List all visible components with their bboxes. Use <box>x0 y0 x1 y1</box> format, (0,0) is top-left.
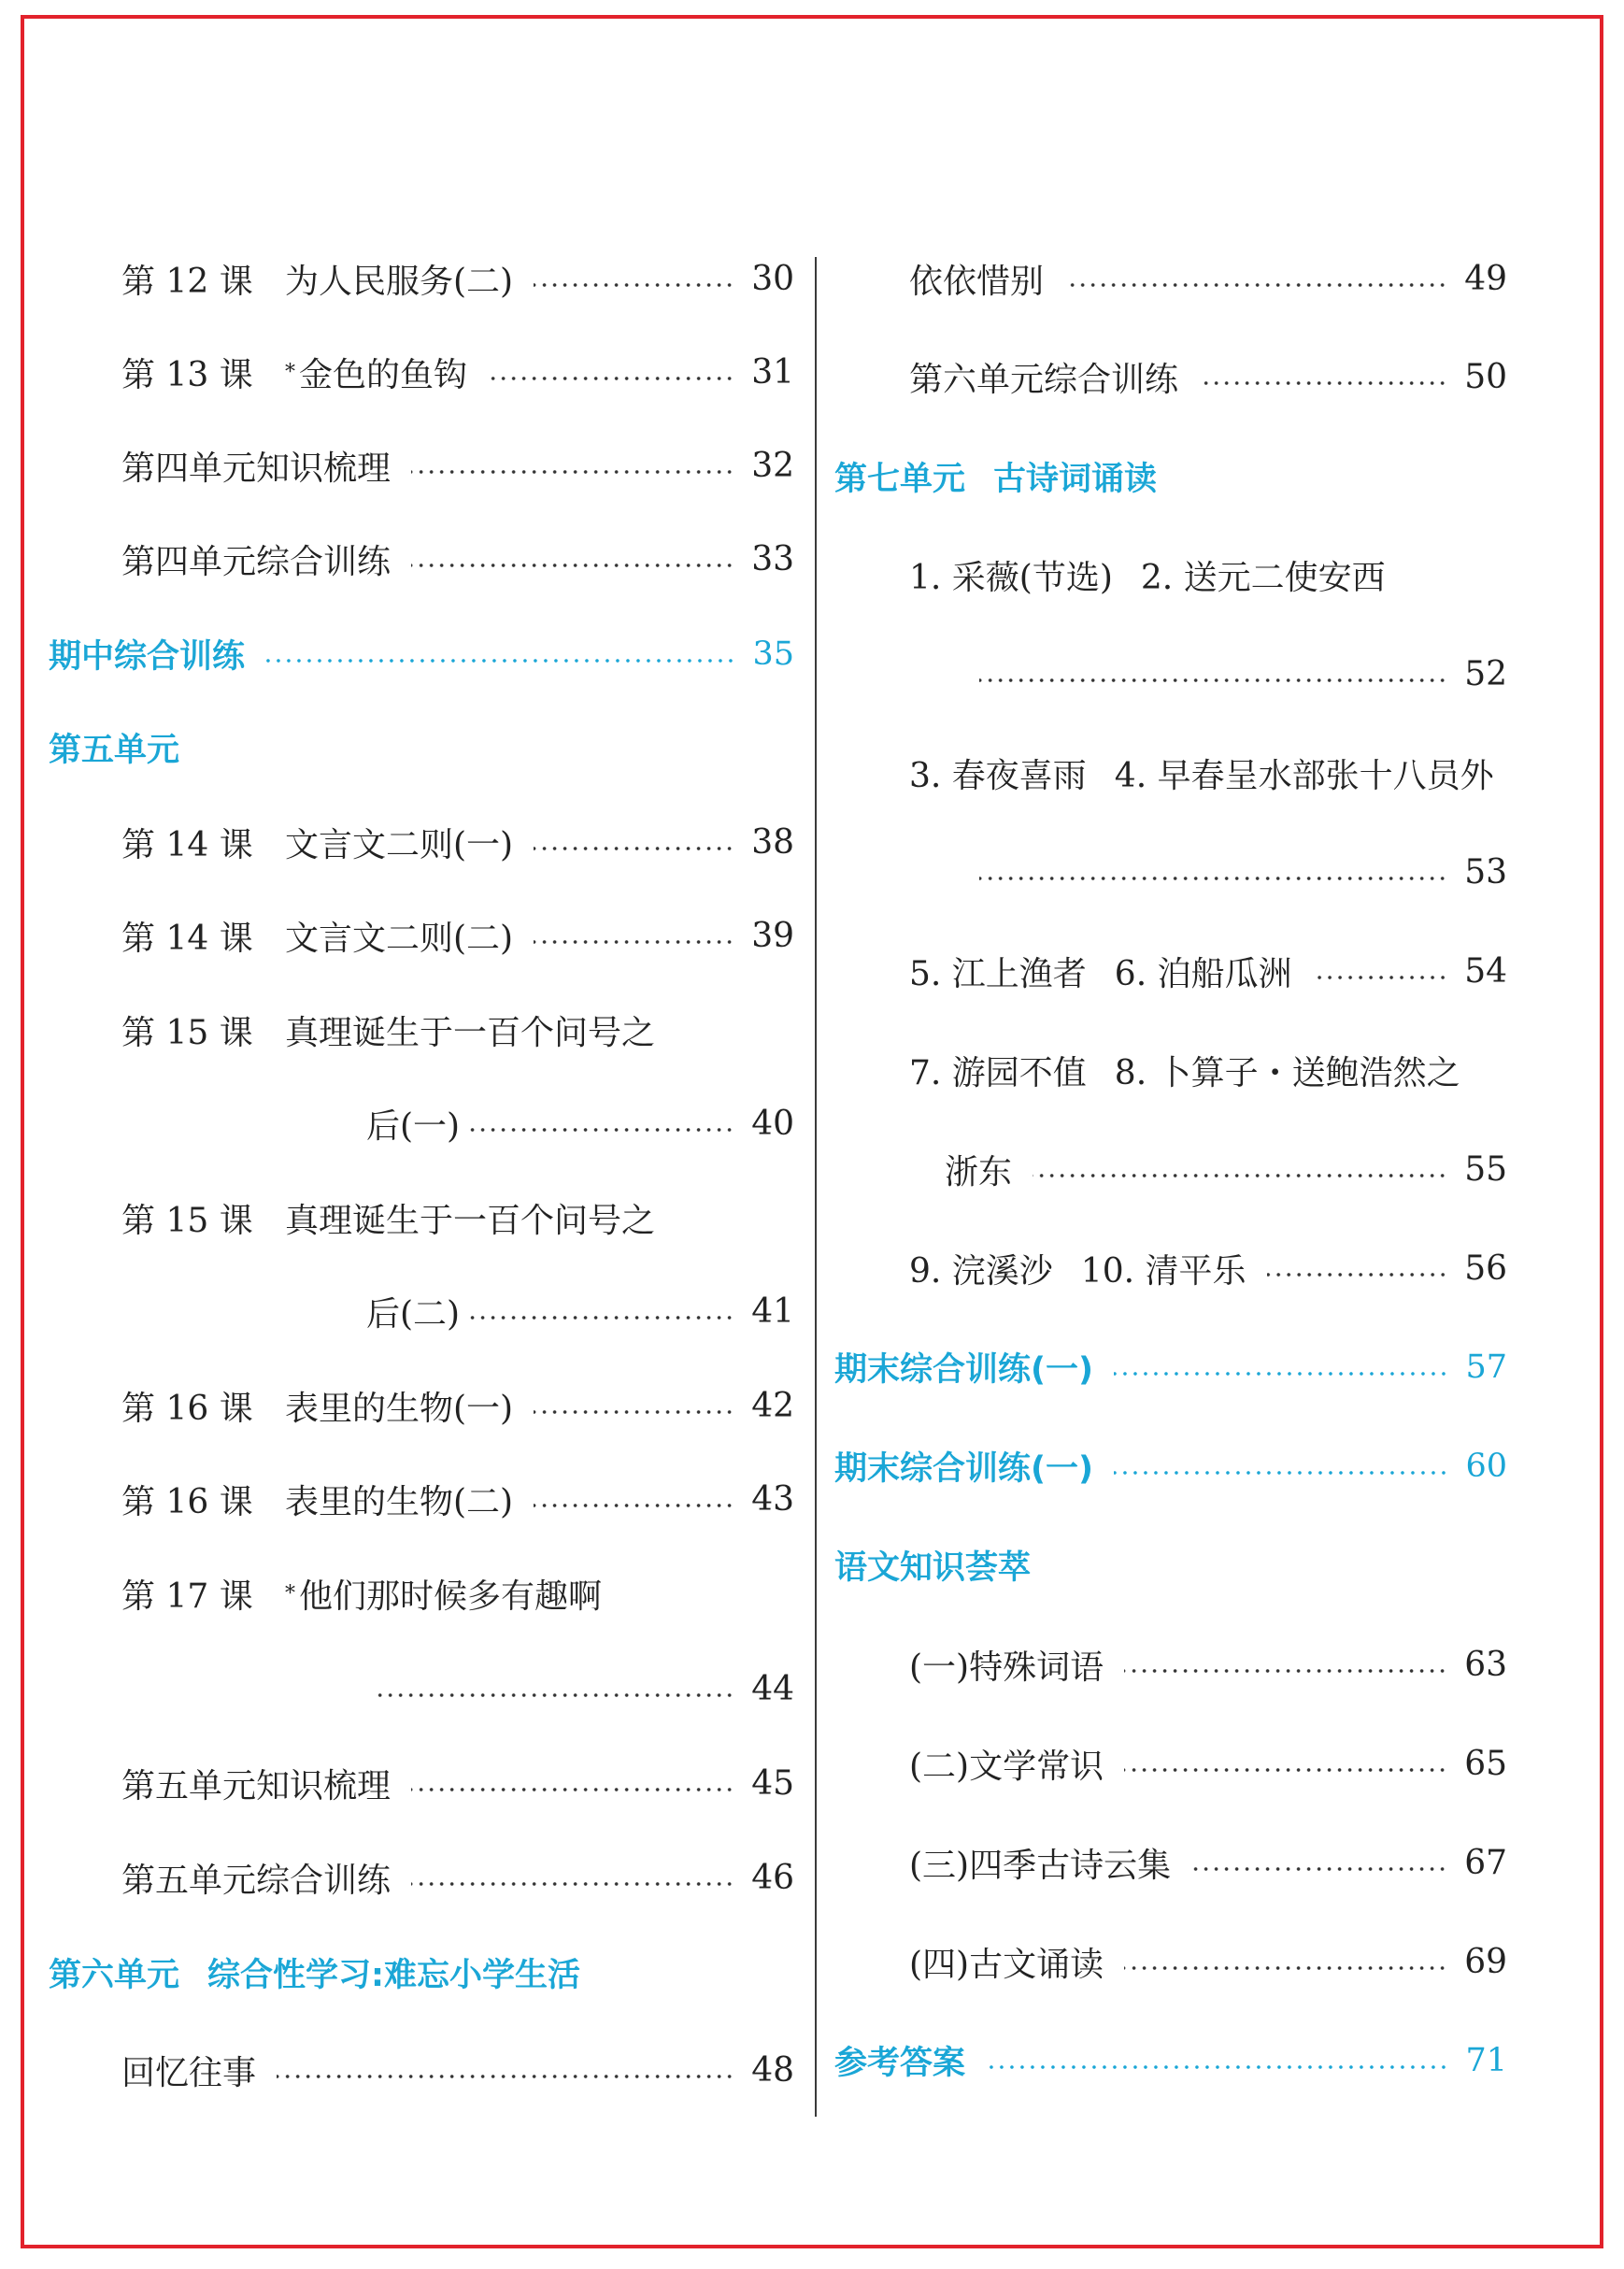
page-number: 42 <box>751 1386 794 1425</box>
lesson-number: 第 17 课 <box>121 1577 253 1616</box>
leader-dots <box>465 1315 734 1320</box>
page-number: 32 <box>751 446 794 485</box>
leader-dots <box>534 282 734 288</box>
toc-entry[interactable] <box>121 909 794 962</box>
entry-title: 表里的生物(一) <box>285 1389 514 1428</box>
toc-entry[interactable] <box>121 1004 794 1056</box>
column-divider <box>815 257 817 2117</box>
page-number: 40 <box>751 1104 794 1143</box>
lesson-number: 第 16 课 <box>121 1389 253 1428</box>
section-title: 第七单元 <box>834 461 966 498</box>
toc-entry[interactable] <box>909 1836 1507 1889</box>
page-number: 54 <box>1464 951 1507 991</box>
page-number: 60 <box>1465 1448 1507 1485</box>
toc-entry[interactable] <box>121 439 794 492</box>
toc-entry[interactable] <box>121 1757 794 1809</box>
entry-title-second: 8. 卜算子・送鲍浩然之 <box>1114 1053 1460 1092</box>
toc-entry[interactable] <box>909 1242 1507 1294</box>
toc-entry[interactable] <box>121 1851 794 1904</box>
toc-section-heading <box>834 1539 1031 1591</box>
page-number: 31 <box>751 352 794 392</box>
leader-dots <box>376 1692 734 1698</box>
toc-entry-continuation[interactable] <box>979 846 1507 898</box>
section-title: 第五单元 <box>49 732 180 769</box>
entry-title-second: 6. 泊船瓜洲 <box>1114 954 1292 993</box>
toc-entry[interactable] <box>909 945 1507 997</box>
entry-title: 后(二) <box>366 1294 461 1334</box>
toc-entry-continuation[interactable] <box>366 1097 794 1149</box>
entry-title: 第五单元知识梳理 <box>121 1766 392 1805</box>
page-number: 65 <box>1464 1744 1507 1783</box>
entry-title: (二)文学常识 <box>909 1747 1104 1786</box>
toc-entry[interactable] <box>909 252 1507 305</box>
toc-entry[interactable] <box>121 816 794 868</box>
toc-entry[interactable] <box>121 2044 794 2096</box>
leader-dots <box>488 376 734 381</box>
toc-entry[interactable] <box>909 747 1494 799</box>
entry-title: 第四单元综合训练 <box>121 542 392 581</box>
leader-dots <box>411 563 734 568</box>
toc-entry[interactable] <box>909 1737 1507 1790</box>
section-subtitle: 古诗词诵读 <box>993 461 1158 498</box>
leader-dots <box>979 876 1447 881</box>
page-number: 33 <box>751 539 794 578</box>
leader-dots <box>1313 975 1448 980</box>
section-title: 期末综合训练(一) <box>834 1450 1093 1488</box>
leader-dots <box>1199 380 1447 386</box>
leader-dots <box>265 658 735 664</box>
toc-entry[interactable] <box>121 1379 794 1432</box>
entry-title-second: 4. 早春呈水部张十八员外 <box>1114 756 1494 795</box>
page-number: 53 <box>1464 852 1507 892</box>
lesson-number: 第 14 课 <box>121 825 253 864</box>
lesson-number: 第 15 课 <box>121 1201 253 1240</box>
section-subtitle: 综合性学习:难忘小学生活 <box>207 1957 581 1994</box>
entry-title: 依依惜别 <box>909 262 1045 301</box>
page-number: 71 <box>1465 2042 1507 2079</box>
entry-title: 第五单元综合训练 <box>121 1861 392 1900</box>
page-number: 44 <box>751 1669 794 1708</box>
toc-section-heading <box>49 1947 580 1999</box>
toc-entry[interactable] <box>121 1473 794 1525</box>
leader-dots <box>1124 1668 1447 1674</box>
section-title: 参考答案 <box>834 2045 966 2082</box>
toc-entry[interactable] <box>909 1638 1507 1691</box>
toc-entry[interactable] <box>121 1192 794 1244</box>
leader-dots <box>1064 282 1447 288</box>
optional-star: * <box>285 360 295 384</box>
page-number: 49 <box>1464 259 1507 298</box>
page-number: 55 <box>1464 1149 1507 1189</box>
entry-title: 真理诞生于一百个问号之 <box>285 1201 656 1240</box>
leader-dots <box>1191 1866 1447 1872</box>
toc-entry[interactable] <box>121 533 794 585</box>
entry-title: 3. 春夜喜雨 <box>909 756 1087 795</box>
leader-dots <box>534 846 734 851</box>
toc-section-heading[interactable] <box>49 628 794 680</box>
leader-dots <box>534 1409 734 1415</box>
toc-entry[interactable] <box>121 346 794 398</box>
entry-title: 9. 浣溪沙 <box>909 1251 1053 1291</box>
page-number: 67 <box>1464 1843 1507 1882</box>
leader-dots <box>534 939 734 945</box>
leader-dots <box>277 2074 734 2079</box>
entry-title: 1. 采薇(节选) <box>909 558 1113 597</box>
leader-dots <box>1124 1965 1447 1971</box>
lesson-number: 第 13 课 <box>121 355 253 394</box>
leader-dots <box>534 1503 734 1508</box>
toc-entry[interactable] <box>121 1567 794 1620</box>
entry-title-second: 2. 送元二使安西 <box>1140 558 1386 597</box>
leader-dots <box>1267 1272 1448 1277</box>
page-number: 63 <box>1464 1645 1507 1684</box>
entry-title: 回忆往事 <box>121 2053 257 2092</box>
toc-entry-continuation[interactable] <box>979 648 1507 700</box>
toc-entry[interactable] <box>121 252 794 305</box>
section-title: 期中综合训练 <box>49 638 246 676</box>
toc-entry-continuation[interactable] <box>366 1285 794 1337</box>
toc-entry[interactable] <box>909 1935 1507 1988</box>
entry-title: 7. 游园不值 <box>909 1053 1087 1092</box>
leader-dots <box>411 469 734 475</box>
page-number: 57 <box>1465 1349 1507 1386</box>
leader-dots <box>411 1787 734 1792</box>
entry-title-second: 10. 清平乐 <box>1080 1251 1246 1291</box>
entry-title: 后(一) <box>366 1106 461 1146</box>
entry-title: 文言文二则(一) <box>285 825 514 864</box>
toc-section-heading <box>49 721 179 774</box>
toc-section-heading <box>834 450 1157 503</box>
entry-title: 金色的鱼钩 <box>299 355 468 394</box>
entry-title: 第四单元知识梳理 <box>121 449 392 488</box>
page-number: 52 <box>1464 654 1507 693</box>
toc-entry-continuation[interactable] <box>376 1663 794 1715</box>
leader-dots <box>1033 1173 1447 1178</box>
toc-section-heading[interactable] <box>834 2034 1507 2087</box>
page-number: 35 <box>752 635 794 673</box>
toc-section-heading[interactable] <box>834 1440 1507 1492</box>
toc-section-heading[interactable] <box>834 1341 1507 1393</box>
entry-title: 5. 江上渔者 <box>909 954 1087 993</box>
leader-dots <box>465 1127 734 1133</box>
entry-title: (一)特殊词语 <box>909 1648 1104 1687</box>
page-number: 43 <box>751 1479 794 1519</box>
leader-dots <box>1114 1470 1448 1476</box>
page-number: 45 <box>751 1763 794 1803</box>
lesson-number: 第 15 课 <box>121 1013 253 1052</box>
entry-title: 为人民服务(二) <box>285 262 514 301</box>
section-title: 期末综合训练(一) <box>834 1351 1093 1389</box>
section-title: 语文知识荟萃 <box>834 1549 1032 1587</box>
toc-entry-continuation[interactable] <box>945 1143 1507 1195</box>
page-number: 41 <box>751 1291 794 1331</box>
leader-dots <box>1114 1371 1448 1377</box>
page-number: 56 <box>1464 1249 1507 1288</box>
page-number: 38 <box>751 822 794 862</box>
lesson-number: 第 16 课 <box>121 1482 253 1521</box>
toc-entry[interactable] <box>909 1044 1460 1096</box>
entry-title: (四)古文诵读 <box>909 1945 1104 1984</box>
entry-title: 第六单元综合训练 <box>909 360 1179 399</box>
leader-dots <box>1124 1767 1447 1773</box>
toc-entry[interactable] <box>909 350 1507 403</box>
entry-title: 文言文二则(二) <box>285 919 514 958</box>
entry-title: 他们那时候多有趣啊 <box>299 1577 603 1616</box>
page-number: 30 <box>751 259 794 298</box>
page-number: 39 <box>751 916 794 955</box>
entry-title: 浙东 <box>945 1152 1013 1192</box>
lesson-number: 第 12 课 <box>121 262 253 301</box>
leader-dots <box>411 1881 734 1887</box>
entry-title: 真理诞生于一百个问号之 <box>285 1013 656 1052</box>
optional-star: * <box>285 1581 295 1605</box>
entry-title: 表里的生物(二) <box>285 1482 514 1521</box>
lesson-number: 第 14 课 <box>121 919 253 958</box>
leader-dots <box>979 678 1447 683</box>
leader-dots <box>986 2064 1448 2070</box>
toc-entry[interactable] <box>909 549 1386 601</box>
page-number: 48 <box>751 2050 794 2090</box>
page-number: 50 <box>1464 357 1507 396</box>
section-title: 第六单元 <box>49 1957 180 1994</box>
page-number: 69 <box>1464 1942 1507 1981</box>
page-number: 46 <box>751 1858 794 1897</box>
entry-title: (三)四季古诗云集 <box>909 1846 1172 1885</box>
